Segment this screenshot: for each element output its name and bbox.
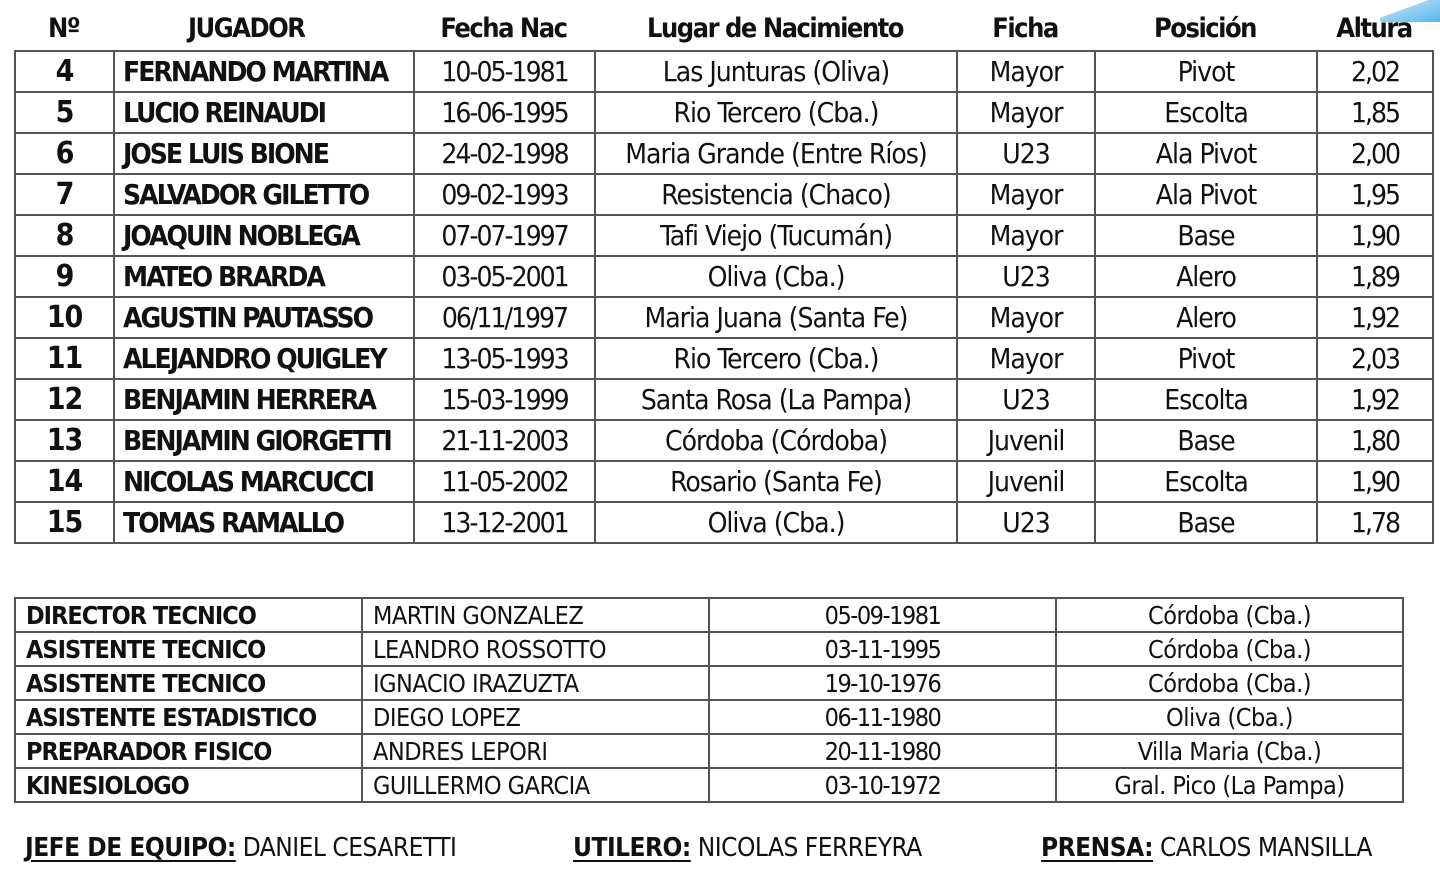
equipment-manager-credit [573, 833, 922, 863]
player-ficha: U23 [957, 502, 1095, 543]
player-position: Pivot [1095, 51, 1317, 92]
player-ficha: Mayor [957, 174, 1095, 215]
player-ficha: Juvenil [957, 420, 1095, 461]
press-credit [1041, 833, 1372, 863]
player-name: JOSE LUIS BIONE [114, 133, 414, 174]
player-row [15, 215, 1433, 256]
player-name: BENJAMIN HERRERA [114, 379, 414, 420]
player-ficha: Mayor [957, 51, 1095, 92]
player-name: TOMAS RAMALLO [114, 502, 414, 543]
player-birthplace: Córdoba (Córdoba) [595, 420, 957, 461]
player-birthdate: 10-05-1981 [414, 51, 595, 92]
staff-row [15, 598, 1403, 632]
player-birthplace: Resistencia (Chaco) [595, 174, 957, 215]
player-row [15, 133, 1433, 174]
player-row [15, 256, 1433, 297]
equipment-manager-label: UTILERO: [573, 833, 691, 863]
player-position: Alero [1095, 256, 1317, 297]
player-ficha: U23 [957, 133, 1095, 174]
player-height: 2,02 [1317, 51, 1433, 92]
player-birthdate: 15-03-1999 [414, 379, 595, 420]
player-birthplace: Santa Rosa (La Pampa) [595, 379, 957, 420]
staff-table [14, 597, 1404, 803]
player-position: Base [1095, 420, 1317, 461]
player-birthdate: 16-06-1995 [414, 92, 595, 133]
player-row [15, 502, 1433, 543]
staff-birthdate: 19-10-1976 [709, 666, 1056, 700]
player-name: MATEO BRARDA [114, 256, 414, 297]
staff-name: MARTIN GONZALEZ [362, 598, 709, 632]
player-number: 10 [15, 297, 114, 338]
player-height: 1,92 [1317, 297, 1433, 338]
roster-header [14, 6, 1432, 50]
player-birthplace: Las Junturas (Oliva) [595, 51, 957, 92]
player-number: 4 [15, 51, 114, 92]
player-height: 1,92 [1317, 379, 1433, 420]
player-number: 15 [15, 502, 114, 543]
player-name: BENJAMIN GIORGETTI [114, 420, 414, 461]
staff-birthdate: 03-10-1972 [709, 768, 1056, 802]
player-birthplace: Rio Tercero (Cba.) [595, 92, 957, 133]
player-number: 6 [15, 133, 114, 174]
player-row [15, 92, 1433, 133]
player-ficha: Mayor [957, 92, 1095, 133]
player-row [15, 338, 1433, 379]
staff-role: ASISTENTE ESTADISTICO [15, 700, 362, 734]
staff-birthdate: 05-09-1981 [709, 598, 1056, 632]
player-height: 2,00 [1317, 133, 1433, 174]
player-position: Ala Pivot [1095, 133, 1317, 174]
staff-birthplace: Córdoba (Cba.) [1056, 598, 1403, 632]
player-name: LUCIO REINAUDI [114, 92, 414, 133]
header-number: Nº [47, 12, 80, 44]
header-birthdate: Fecha Nac [440, 12, 567, 44]
staff-birthplace: Córdoba (Cba.) [1056, 666, 1403, 700]
player-row [15, 461, 1433, 502]
staff-birthplace: Córdoba (Cba.) [1056, 632, 1403, 666]
player-birthdate: 03-05-2001 [414, 256, 595, 297]
staff-name: IGNACIO IRAZUZTA [362, 666, 709, 700]
player-ficha: Mayor [957, 297, 1095, 338]
equipment-manager-name: NICOLAS FERREYRA [697, 833, 922, 863]
staff-role: DIRECTOR TECNICO [15, 598, 362, 632]
player-height: 1,78 [1317, 502, 1433, 543]
header-player: JUGADOR [188, 12, 305, 44]
header-position: Posición [1154, 12, 1256, 44]
staff-birthdate: 03-11-1995 [709, 632, 1056, 666]
staff-role: KINESIOLOGO [15, 768, 362, 802]
staff-birthdate: 06-11-1980 [709, 700, 1056, 734]
player-name: JOAQUIN NOBLEGA [114, 215, 414, 256]
player-position: Base [1095, 215, 1317, 256]
player-name: ALEJANDRO QUIGLEY [114, 338, 414, 379]
players-table [14, 50, 1434, 544]
player-height: 1,89 [1317, 256, 1433, 297]
team-manager-credit [25, 833, 456, 863]
staff-name: DIEGO LOPEZ [362, 700, 709, 734]
player-row [15, 420, 1433, 461]
player-birthplace: Oliva (Cba.) [595, 256, 957, 297]
press-name: CARLOS MANSILLA [1159, 833, 1372, 863]
player-row [15, 379, 1433, 420]
player-birthdate: 06/11/1997 [414, 297, 595, 338]
staff-birthplace: Gral. Pico (La Pampa) [1056, 768, 1403, 802]
staff-row [15, 632, 1403, 666]
player-number: 8 [15, 215, 114, 256]
header-birthplace: Lugar de Nacimiento [647, 12, 903, 44]
player-height: 1,90 [1317, 461, 1433, 502]
header-ficha: Ficha [992, 12, 1058, 44]
staff-name: ANDRES LEPORI [362, 734, 709, 768]
player-birthplace: Rio Tercero (Cba.) [595, 338, 957, 379]
player-number: 11 [15, 338, 114, 379]
player-birthplace: Oliva (Cba.) [595, 502, 957, 543]
player-position: Escolta [1095, 461, 1317, 502]
header-height: Altura [1336, 12, 1412, 44]
player-height: 1,85 [1317, 92, 1433, 133]
staff-role: ASISTENTE TECNICO [15, 632, 362, 666]
player-number: 12 [15, 379, 114, 420]
staff-name: LEANDRO ROSSOTTO [362, 632, 709, 666]
player-number: 14 [15, 461, 114, 502]
player-height: 1,80 [1317, 420, 1433, 461]
staff-role: ASISTENTE TECNICO [15, 666, 362, 700]
player-birthdate: 13-12-2001 [414, 502, 595, 543]
player-row [15, 174, 1433, 215]
staff-birthplace: Villa Maria (Cba.) [1056, 734, 1403, 768]
staff-row [15, 700, 1403, 734]
player-birthdate: 13-05-1993 [414, 338, 595, 379]
player-birthplace: Rosario (Santa Fe) [595, 461, 957, 502]
player-ficha: U23 [957, 379, 1095, 420]
player-number: 9 [15, 256, 114, 297]
player-birthplace: Maria Grande (Entre Ríos) [595, 133, 957, 174]
staff-role: PREPARADOR FISICO [15, 734, 362, 768]
player-birthdate: 24-02-1998 [414, 133, 595, 174]
player-height: 1,95 [1317, 174, 1433, 215]
press-label: PRENSA: [1041, 833, 1154, 863]
player-name: AGUSTIN PAUTASSO [114, 297, 414, 338]
staff-name: GUILLERMO GARCIA [362, 768, 709, 802]
staff-row [15, 768, 1403, 802]
staff-birthdate: 20-11-1980 [709, 734, 1056, 768]
player-name: SALVADOR GILETTO [114, 174, 414, 215]
player-number: 13 [15, 420, 114, 461]
team-manager-label: JEFE DE EQUIPO: [25, 833, 236, 863]
player-row [15, 51, 1433, 92]
staff-row [15, 734, 1403, 768]
team-manager-name: DANIEL CESARETTI [242, 833, 457, 863]
player-ficha: Juvenil [957, 461, 1095, 502]
player-position: Base [1095, 502, 1317, 543]
player-birthdate: 11-05-2002 [414, 461, 595, 502]
player-birthdate: 09-02-1993 [414, 174, 595, 215]
player-position: Pivot [1095, 338, 1317, 379]
player-position: Ala Pivot [1095, 174, 1317, 215]
player-ficha: Mayor [957, 338, 1095, 379]
player-birthdate: 21-11-2003 [414, 420, 595, 461]
staff-row [15, 666, 1403, 700]
player-name: NICOLAS MARCUCCI [114, 461, 414, 502]
player-birthplace: Tafi Viejo (Tucumán) [595, 215, 957, 256]
player-position: Alero [1095, 297, 1317, 338]
player-birthplace: Maria Juana (Santa Fe) [595, 297, 957, 338]
player-ficha: Mayor [957, 215, 1095, 256]
player-row [15, 297, 1433, 338]
player-height: 1,90 [1317, 215, 1433, 256]
player-height: 2,03 [1317, 338, 1433, 379]
player-name: FERNANDO MARTINA [114, 51, 414, 92]
player-position: Escolta [1095, 379, 1317, 420]
player-position: Escolta [1095, 92, 1317, 133]
player-number: 7 [15, 174, 114, 215]
player-number: 5 [15, 92, 114, 133]
player-birthdate: 07-07-1997 [414, 215, 595, 256]
player-ficha: U23 [957, 256, 1095, 297]
staff-birthplace: Oliva (Cba.) [1056, 700, 1403, 734]
